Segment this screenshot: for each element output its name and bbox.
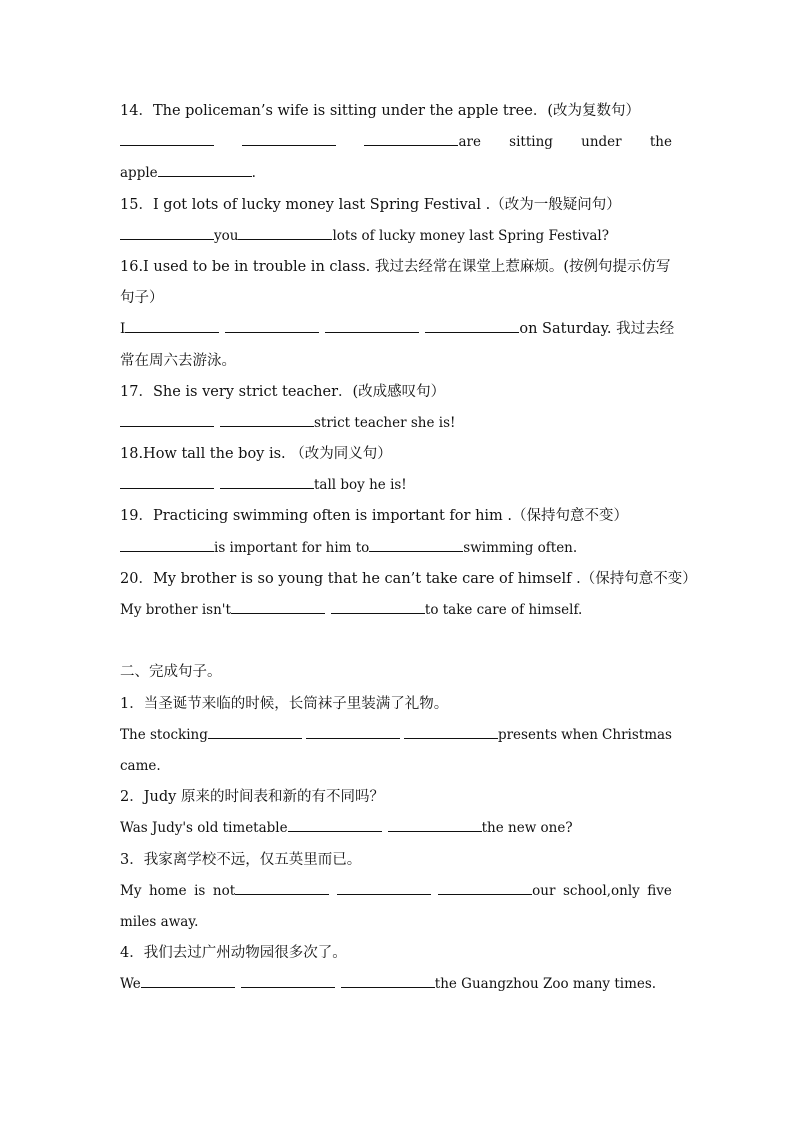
s2-item3-word-home: home bbox=[148, 882, 187, 899]
q20-end-text: to take care of himself. bbox=[424, 602, 583, 618]
q19-prompt: 19．Practicing swimming often is important for him .（保持句意不变） bbox=[120, 508, 629, 525]
s2-item3-word-our: our bbox=[532, 882, 556, 899]
q14-answer-line bbox=[120, 127, 672, 158]
answer-blank[interactable] bbox=[425, 318, 519, 333]
s2-item2-answer-line bbox=[120, 813, 672, 844]
answer-blank[interactable] bbox=[120, 474, 214, 489]
answer-blank[interactable] bbox=[288, 817, 382, 832]
s2-item1-start: The stocking bbox=[120, 726, 208, 743]
q15-prompt: 15．I got lots of lucky money last Spring Festival .（改为一般疑问句） bbox=[120, 196, 621, 213]
q18-answer-line bbox=[120, 470, 672, 501]
s2-item1-word-presents: presents bbox=[497, 726, 558, 743]
s2-item4-cn: 4．我们去过广州动物园很多次了。 bbox=[120, 945, 347, 962]
section-spacer bbox=[120, 626, 672, 657]
q14-word-apple: apple bbox=[120, 165, 158, 182]
answer-blank[interactable] bbox=[220, 474, 314, 489]
s2-item1-word-when: when bbox=[561, 726, 598, 743]
answer-blank[interactable] bbox=[141, 973, 235, 988]
answer-blank[interactable] bbox=[120, 225, 214, 240]
s2-item3-word-five: five bbox=[647, 882, 672, 899]
answer-blank[interactable] bbox=[388, 817, 482, 832]
q16-start-text: I bbox=[120, 321, 126, 338]
s2-item3-answer-line bbox=[120, 876, 672, 907]
s2-item3-word-is: is bbox=[194, 882, 206, 899]
answer-blank[interactable] bbox=[241, 973, 335, 988]
s2-item3-cn: 3．我家离学校不远，仅五英里而已。 bbox=[120, 851, 362, 868]
s2-item3-word-school: school,only bbox=[562, 882, 640, 899]
q14-word-sitting: sitting bbox=[509, 134, 553, 151]
q16-prompt-line2: 句子） bbox=[120, 290, 164, 307]
q14-word-are: are bbox=[458, 134, 481, 151]
answer-blank[interactable] bbox=[369, 537, 463, 552]
q17-end-text: strict teacher she is! bbox=[314, 414, 456, 431]
answer-blank[interactable] bbox=[331, 599, 425, 614]
q15-end-text: lots of lucky money last Spring Festival? bbox=[332, 227, 609, 244]
q15-mid-text: you bbox=[214, 227, 239, 244]
s2-item4-start: We bbox=[120, 976, 141, 993]
q16-end-text: on Saturday. 我过去经 bbox=[519, 321, 675, 338]
q16-prompt-line1: 16.I used to be in trouble in class. 我过去经常在课堂上惹麻烦。(按例句提示仿写 bbox=[120, 258, 671, 275]
answer-blank[interactable] bbox=[208, 724, 302, 739]
s2-item1-word-christmas: Christmas bbox=[602, 726, 672, 743]
q14-word-the: the bbox=[649, 134, 672, 151]
q16-answer-cont: 常在周六去游泳。 bbox=[120, 352, 236, 369]
q15-answer-line bbox=[120, 221, 672, 252]
s2-item2-end: the new one? bbox=[481, 820, 573, 837]
answer-blank[interactable] bbox=[337, 880, 431, 895]
s2-item4-end: the Guangzhou Zoo many times. bbox=[434, 976, 657, 993]
answer-blank[interactable] bbox=[364, 131, 458, 146]
answer-blank[interactable] bbox=[242, 131, 336, 146]
answer-blank[interactable] bbox=[225, 318, 319, 333]
q17-prompt: 17．She is very strict teacher．(改成感叹句） bbox=[120, 383, 446, 400]
answer-blank[interactable] bbox=[120, 131, 214, 146]
s2-item2-start: Was Judy's old timetable bbox=[120, 820, 288, 837]
s2-item1-answer-line bbox=[120, 720, 672, 751]
s2-item4-answer-line bbox=[120, 969, 672, 1000]
answer-blank[interactable] bbox=[125, 318, 219, 333]
section2-title: 二、完成句子。 bbox=[120, 664, 222, 681]
q19-mid-text: is important for him to bbox=[214, 539, 370, 556]
q14-prompt: 14．The policeman’s wife is sitting under the apple tree．(改为复数句） bbox=[120, 103, 640, 119]
q14-word-under: under bbox=[581, 134, 622, 151]
worksheet-page bbox=[120, 96, 697, 1000]
q14-period: . bbox=[251, 165, 256, 182]
q20-start-text: My brother isn't bbox=[120, 602, 231, 618]
answer-blank[interactable] bbox=[120, 537, 214, 552]
answer-blank[interactable] bbox=[438, 880, 532, 895]
answer-blank[interactable] bbox=[158, 162, 252, 177]
s2-item2-cn: 2．Judy 原来的时间表和新的有不同吗？ bbox=[120, 789, 384, 806]
answer-blank[interactable] bbox=[220, 412, 314, 427]
q19-end-text: swimming often. bbox=[463, 539, 578, 556]
q17-answer-line bbox=[120, 408, 672, 439]
s2-item1-cont: came. bbox=[120, 757, 161, 774]
s2-item3-word-my: My bbox=[120, 882, 142, 899]
answer-blank[interactable] bbox=[341, 973, 435, 988]
answer-blank[interactable] bbox=[238, 225, 332, 240]
q19-answer-line bbox=[120, 533, 672, 564]
s2-item1-cn: 1．当圣诞节来临的时候，长筒袜子里装满了礼物。 bbox=[120, 695, 449, 712]
q20-answer-line bbox=[120, 595, 672, 626]
s2-item3-word-not: not bbox=[212, 882, 236, 899]
answer-blank[interactable] bbox=[306, 724, 400, 739]
answer-blank[interactable] bbox=[235, 880, 329, 895]
q18-prompt: 18.How tall the boy is. （改为同义句） bbox=[120, 446, 392, 463]
answer-blank[interactable] bbox=[231, 599, 325, 614]
q18-end-text: tall boy he is! bbox=[314, 477, 407, 494]
s2-item3-cont: miles away. bbox=[120, 913, 199, 930]
answer-blank[interactable] bbox=[120, 412, 214, 427]
q14-answer-cont bbox=[120, 158, 672, 189]
answer-blank[interactable] bbox=[325, 318, 419, 333]
answer-blank[interactable] bbox=[404, 724, 498, 739]
q16-answer-line bbox=[120, 314, 675, 345]
q20-prompt: 20．My brother is so young that he can’t take care of himself .（保持句意不变） bbox=[120, 570, 697, 587]
